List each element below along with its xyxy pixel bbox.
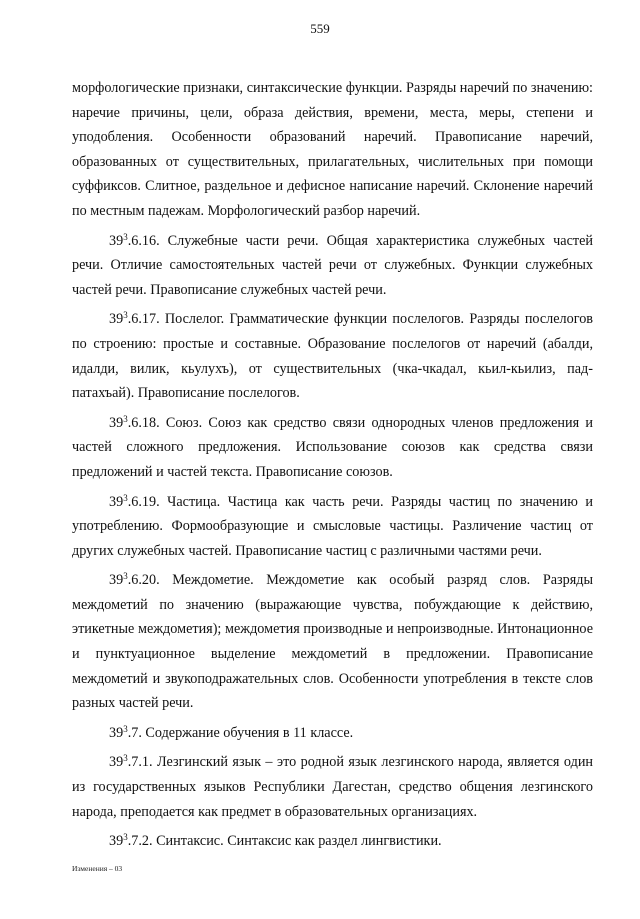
section-number — [109, 494, 160, 510]
paragraph-text: Служебные части речи. Общая характеристика служебных частей речи. Отличие самостоятельных частей речи от служебных. Функции служебных частей речи. Правописание служебных частей речи. — [72, 232, 593, 298]
section-number-base: 39 — [109, 724, 124, 741]
section-number — [109, 833, 153, 849]
document-body — [72, 76, 593, 854]
section-number-rest: .6.19. — [127, 493, 160, 510]
section-number-superscript: 3 — [123, 310, 128, 321]
paragraph-39-3-6-16 — [72, 229, 593, 303]
section-number-base: 39 — [109, 833, 124, 850]
paragraph-text: Частица. Частица как часть речи. Разряды частиц по значению и употреблению. Формообразующие и смысловые частицы. Различение частиц от других служебных частей. Правописание частиц с различными частями речи. — [72, 493, 593, 559]
section-number-base: 39 — [109, 414, 124, 431]
section-number-superscript: 3 — [123, 723, 128, 734]
section-number-rest: .7.1. — [127, 754, 153, 771]
paragraph-text: Послелог. Грамматические функции послелогов. Разряды послелогов по строению: простые и составные. Образование послелогов от наречий (абалди, идалди, вилик, кьулухъ), от существительных (чка-чкадал, кьил-кьилиз, пад-патахъай). Правописание послелогов. — [72, 311, 593, 402]
section-number-superscript: 3 — [123, 492, 128, 503]
paragraph-text: Междометие. Междометие как особый разряд слов. Разряды междометий по значению (выражающие чувства, побуждающие к действию, этикетные междометия); междометия производные и непроизводные. Интонационное и пунктуационное выделение междометий в предложении. Правописание междометий и звукоподражательных слов. Особенности употребления в тексте слов разных частей речи. — [72, 572, 593, 712]
paragraph-39-3-7-2 — [72, 829, 593, 854]
paragraph-text: Синтаксис. Синтаксис как раздел лингвистики. — [152, 833, 442, 850]
paragraph-39-3-6-17 — [72, 307, 593, 405]
section-number-rest: .7. — [127, 724, 142, 741]
paragraph-39-3-7-1 — [72, 750, 593, 824]
section-number — [109, 725, 142, 741]
section-number-rest: .6.20. — [127, 572, 160, 589]
section-number — [109, 754, 153, 770]
paragraph-39-3-6-19 — [72, 490, 593, 564]
section-number-superscript: 3 — [123, 571, 128, 582]
section-number-superscript: 3 — [123, 231, 128, 242]
section-number — [109, 311, 160, 327]
section-number-base: 39 — [109, 311, 124, 328]
revision-note: Изменения – 03 — [72, 864, 123, 873]
section-number-rest: .6.16. — [127, 232, 160, 249]
paragraph-text: Союз. Союз как средство связи однородных членов предложения и частей сложного предложения. Использование союзов как средства связи предложений и частей текста. Правописание союзов. — [72, 414, 593, 480]
page-number: 559 — [310, 21, 330, 36]
paragraph-39-3-6-18 — [72, 411, 593, 485]
paragraph-text: морфологические признаки, синтаксические функции. Разряды наречий по значению: наречие причины, цели, образа действия, времени, места, меры, степени и уподобления. Особенности образований наречий. Правописание наречий, образованных от существительных, прилагательных, числительных при помощи суффиксов. Слитное, раздельное и дефисное написание наречий. Склонение наречий по местным падежам. Морфологический разбор наречий. — [72, 80, 593, 219]
section-number — [109, 233, 160, 249]
section-number-superscript: 3 — [123, 832, 128, 843]
paragraph-text: Лезгинский язык – это родной язык лезгинского народа, является один из государственных языков Республики Дагестан, средство общения лезгинского народа, преподается как предмет в образовательных организациях. — [72, 754, 593, 820]
section-number-rest: .6.17. — [127, 311, 160, 328]
section-number — [109, 415, 160, 431]
paragraph-text: Содержание обучения в 11 классе. — [141, 724, 354, 741]
section-number-superscript: 3 — [123, 413, 128, 424]
section-number — [109, 572, 160, 588]
paragraph-39-3-6-20 — [72, 568, 593, 716]
section-number-base: 39 — [109, 754, 124, 771]
section-number-rest: .6.18. — [127, 414, 160, 431]
section-number-rest: .7.2. — [127, 833, 153, 850]
section-number-base: 39 — [109, 493, 124, 510]
section-number-base: 39 — [109, 572, 124, 589]
section-number-superscript: 3 — [123, 753, 128, 764]
section-number-base: 39 — [109, 232, 124, 249]
paragraph-39-3-7 — [72, 721, 593, 746]
paragraph-adverb-continued — [72, 76, 593, 224]
